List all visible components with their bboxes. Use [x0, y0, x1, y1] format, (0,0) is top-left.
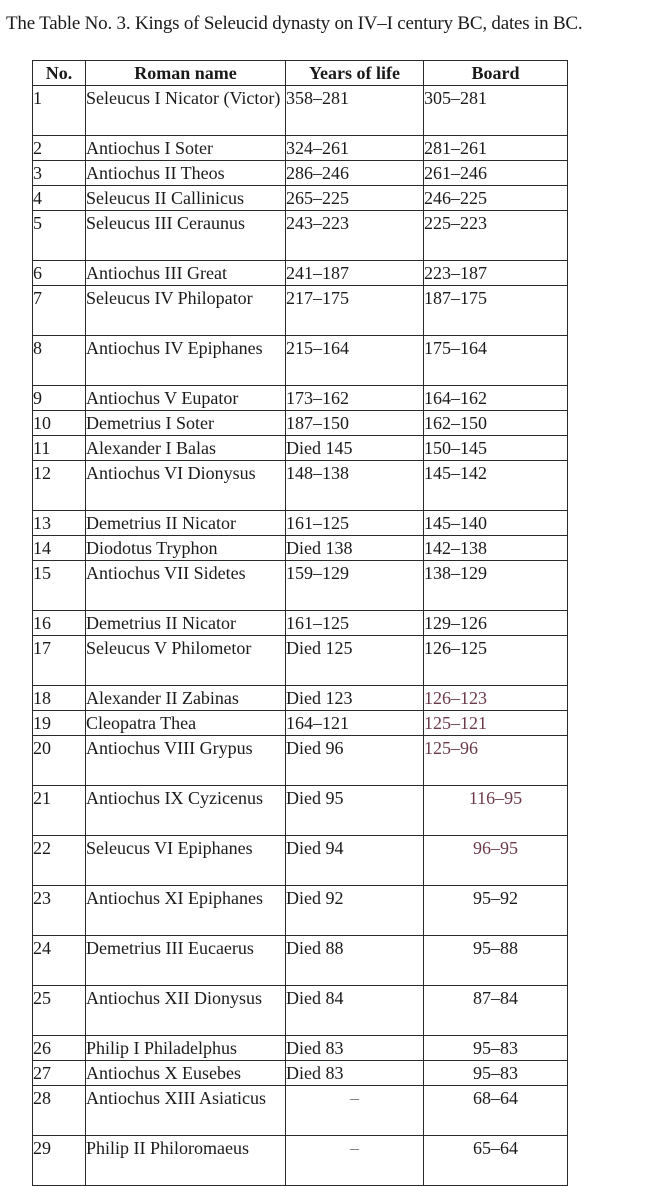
table-row: [33, 561, 568, 611]
cell-years-of-life: Died 138: [286, 536, 424, 561]
cell-roman-name: Demetrius III Eucaerus: [86, 936, 286, 986]
cell-no: 26: [33, 1036, 86, 1061]
cell-board: 225–223: [424, 211, 568, 261]
table-row: [33, 86, 568, 136]
table-row: [33, 886, 568, 936]
cell-roman-name: Antiochus IV Epiphanes: [86, 336, 286, 386]
cell-no: 20: [33, 736, 86, 786]
seleucid-kings-table: [32, 60, 568, 1186]
cell-roman-name: Seleucus I Nicator (Victor): [86, 86, 286, 136]
cell-no: 22: [33, 836, 86, 886]
table-row: [33, 436, 568, 461]
table-row: [33, 686, 568, 711]
table-row: [33, 836, 568, 886]
cell-years-of-life: Died 83: [286, 1036, 424, 1061]
cell-board: 126–125: [424, 636, 568, 686]
cell-years-of-life: Died 123: [286, 686, 424, 711]
cell-board: 187–175: [424, 286, 568, 336]
cell-no: 11: [33, 436, 86, 461]
cell-years-of-life: 187–150: [286, 411, 424, 436]
cell-no: 19: [33, 711, 86, 736]
cell-years-of-life: Died 125: [286, 636, 424, 686]
table-row: [33, 386, 568, 411]
cell-board: 145–142: [424, 461, 568, 511]
table-row: [33, 536, 568, 561]
cell-years-of-life: 324–261: [286, 136, 424, 161]
cell-roman-name: Philip II Philoromaeus: [86, 1136, 286, 1186]
cell-board: 261–246: [424, 161, 568, 186]
cell-roman-name: Antiochus IX Cyzicenus: [86, 786, 286, 836]
table-row: [33, 611, 568, 636]
cell-no: 7: [33, 286, 86, 336]
table-row: [33, 411, 568, 436]
cell-board: 116–95: [424, 786, 568, 836]
cell-years-of-life: 161–125: [286, 611, 424, 636]
cell-years-of-life: 286–246: [286, 161, 424, 186]
cell-board: 175–164: [424, 336, 568, 386]
cell-years-of-life: –: [286, 1086, 424, 1136]
cell-no: 29: [33, 1136, 86, 1186]
cell-years-of-life: 159–129: [286, 561, 424, 611]
cell-board: 164–162: [424, 386, 568, 411]
cell-roman-name: Seleucus II Callinicus: [86, 186, 286, 211]
header-no: No.: [33, 61, 86, 86]
cell-roman-name: Antiochus I Soter: [86, 136, 286, 161]
header-board: Board: [424, 61, 568, 86]
cell-board: 65–64: [424, 1136, 568, 1186]
cell-years-of-life: Died 84: [286, 986, 424, 1036]
cell-no: 14: [33, 536, 86, 561]
cell-years-of-life: Died 94: [286, 836, 424, 886]
cell-board: 95–88: [424, 936, 568, 986]
cell-no: 3: [33, 161, 86, 186]
cell-years-of-life: 164–121: [286, 711, 424, 736]
table-row: [33, 1036, 568, 1061]
cell-years-of-life: Died 95: [286, 786, 424, 836]
table-row: [33, 636, 568, 686]
cell-board: 68–64: [424, 1086, 568, 1136]
cell-years-of-life: 358–281: [286, 86, 424, 136]
cell-roman-name: Antiochus XIII Asiaticus: [86, 1086, 286, 1136]
table-row: [33, 161, 568, 186]
cell-roman-name: Alexander II Zabinas: [86, 686, 286, 711]
cell-board: 95–83: [424, 1061, 568, 1086]
cell-no: 12: [33, 461, 86, 511]
cell-years-of-life: Died 88: [286, 936, 424, 986]
cell-roman-name: Antiochus XII Dionysus: [86, 986, 286, 1036]
cell-years-of-life: –: [286, 1136, 424, 1186]
cell-no: 21: [33, 786, 86, 836]
table-row: [33, 936, 568, 986]
table-row: [33, 736, 568, 786]
cell-roman-name: Philip I Philadelphus: [86, 1036, 286, 1061]
cell-no: 28: [33, 1086, 86, 1136]
cell-roman-name: Antiochus V Eupator: [86, 386, 286, 411]
cell-years-of-life: 173–162: [286, 386, 424, 411]
table-row: [33, 261, 568, 286]
cell-roman-name: Antiochus VII Sidetes: [86, 561, 286, 611]
header-years-of-life: Years of life: [286, 61, 424, 86]
table-row: [33, 186, 568, 211]
table-row: [33, 986, 568, 1036]
cell-board: 223–187: [424, 261, 568, 286]
cell-years-of-life: 265–225: [286, 186, 424, 211]
cell-roman-name: Antiochus XI Epiphanes: [86, 886, 286, 936]
cell-years-of-life: 243–223: [286, 211, 424, 261]
cell-no: 13: [33, 511, 86, 536]
cell-roman-name: Alexander I Balas: [86, 436, 286, 461]
cell-no: 23: [33, 886, 86, 936]
cell-years-of-life: 241–187: [286, 261, 424, 286]
cell-roman-name: Antiochus VI Dionysus: [86, 461, 286, 511]
table-row: [33, 211, 568, 261]
cell-roman-name: Seleucus VI Epiphanes: [86, 836, 286, 886]
cell-years-of-life: 215–164: [286, 336, 424, 386]
cell-board: 281–261: [424, 136, 568, 161]
table-body: [33, 86, 568, 1186]
table-row: [33, 136, 568, 161]
cell-no: 10: [33, 411, 86, 436]
cell-no: 5: [33, 211, 86, 261]
cell-roman-name: Demetrius II Nicator: [86, 611, 286, 636]
cell-roman-name: Antiochus X Eusebes: [86, 1061, 286, 1086]
cell-years-of-life: 161–125: [286, 511, 424, 536]
cell-years-of-life: Died 96: [286, 736, 424, 786]
cell-years-of-life: Died 145: [286, 436, 424, 461]
cell-no: 27: [33, 1061, 86, 1086]
cell-roman-name: Cleopatra Thea: [86, 711, 286, 736]
cell-no: 4: [33, 186, 86, 211]
cell-no: 2: [33, 136, 86, 161]
cell-roman-name: Seleucus III Ceraunus: [86, 211, 286, 261]
cell-roman-name: Demetrius II Nicator: [86, 511, 286, 536]
cell-roman-name: Antiochus VIII Grypus: [86, 736, 286, 786]
table-row: [33, 336, 568, 386]
cell-board: 125–121: [424, 711, 568, 736]
cell-no: 6: [33, 261, 86, 286]
cell-no: 1: [33, 86, 86, 136]
header-row: [33, 61, 568, 86]
cell-roman-name: Demetrius I Soter: [86, 411, 286, 436]
cell-years-of-life: Died 83: [286, 1061, 424, 1086]
cell-no: 18: [33, 686, 86, 711]
cell-board: 142–138: [424, 536, 568, 561]
cell-board: 96–95: [424, 836, 568, 886]
cell-board: 305–281: [424, 86, 568, 136]
cell-no: 16: [33, 611, 86, 636]
cell-no: 8: [33, 336, 86, 386]
cell-no: 17: [33, 636, 86, 686]
cell-board: 95–83: [424, 1036, 568, 1061]
cell-no: 15: [33, 561, 86, 611]
cell-board: 246–225: [424, 186, 568, 211]
cell-no: 9: [33, 386, 86, 411]
cell-board: 162–150: [424, 411, 568, 436]
table-row: [33, 461, 568, 511]
table-row: [33, 511, 568, 536]
table-row: [33, 286, 568, 336]
table-row: [33, 1061, 568, 1086]
cell-board: 138–129: [424, 561, 568, 611]
table-row: [33, 1086, 568, 1136]
cell-no: 25: [33, 986, 86, 1036]
header-roman-name: Roman name: [86, 61, 286, 86]
cell-board: 125–96: [424, 736, 568, 786]
cell-years-of-life: Died 92: [286, 886, 424, 936]
cell-board: 150–145: [424, 436, 568, 461]
cell-roman-name: Seleucus V Philometor: [86, 636, 286, 686]
cell-board: 95–92: [424, 886, 568, 936]
cell-board: 87–84: [424, 986, 568, 1036]
cell-years-of-life: 148–138: [286, 461, 424, 511]
cell-roman-name: Seleucus IV Philopator: [86, 286, 286, 336]
table-row: [33, 1136, 568, 1186]
table-row: [33, 711, 568, 736]
cell-roman-name: Antiochus III Great: [86, 261, 286, 286]
table-row: [33, 786, 568, 836]
cell-years-of-life: 217–175: [286, 286, 424, 336]
table-caption: The Table No. 3. Kings of Seleucid dynasty on IV–I century BC, dates in BC.: [6, 13, 583, 34]
cell-board: 129–126: [424, 611, 568, 636]
cell-no: 24: [33, 936, 86, 986]
cell-board: 145–140: [424, 511, 568, 536]
cell-roman-name: Antiochus II Theos: [86, 161, 286, 186]
cell-board: 126–123: [424, 686, 568, 711]
cell-roman-name: Diodotus Tryphon: [86, 536, 286, 561]
